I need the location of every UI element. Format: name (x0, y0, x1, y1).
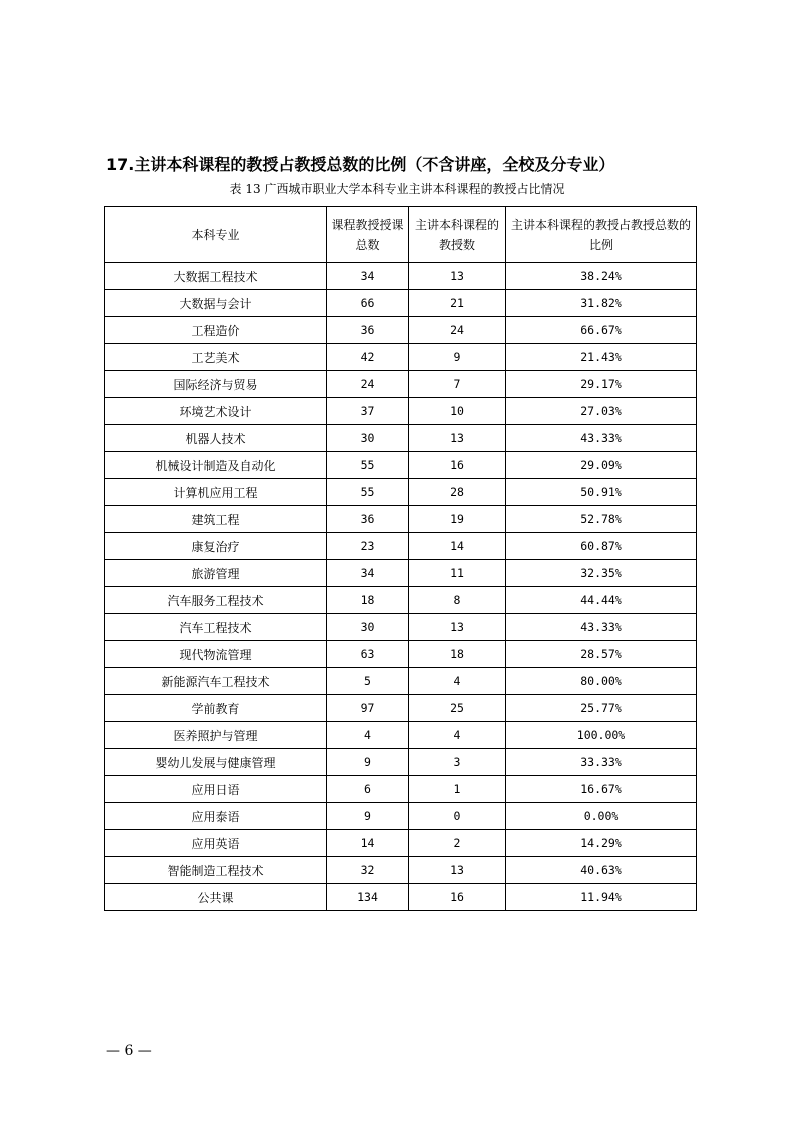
cell-total-courses: 55 (327, 452, 409, 479)
cell-ratio: 0.00% (506, 803, 697, 830)
table-row (105, 857, 697, 884)
table-row (105, 425, 697, 452)
cell-total-courses: 23 (327, 533, 409, 560)
cell-teaching-professors: 10 (409, 398, 506, 425)
cell-ratio: 38.24% (506, 263, 697, 290)
cell-major: 公共课 (105, 884, 327, 911)
table-row (105, 776, 697, 803)
table-row (105, 830, 697, 857)
cell-teaching-professors: 13 (409, 857, 506, 884)
cell-total-courses: 30 (327, 614, 409, 641)
cell-ratio: 44.44% (506, 587, 697, 614)
cell-total-courses: 36 (327, 317, 409, 344)
cell-major: 汽车服务工程技术 (105, 587, 327, 614)
cell-major: 学前教育 (105, 695, 327, 722)
cell-total-courses: 34 (327, 560, 409, 587)
cell-teaching-professors: 13 (409, 263, 506, 290)
cell-ratio: 32.35% (506, 560, 697, 587)
cell-total-courses: 18 (327, 587, 409, 614)
table-row (105, 668, 697, 695)
table-row (105, 695, 697, 722)
cell-ratio: 100.00% (506, 722, 697, 749)
cell-teaching-professors: 18 (409, 641, 506, 668)
cell-teaching-professors: 4 (409, 668, 506, 695)
cell-ratio: 50.91% (506, 479, 697, 506)
page-number: — 6 — (106, 1043, 152, 1059)
cell-teaching-professors: 7 (409, 371, 506, 398)
cell-teaching-professors: 0 (409, 803, 506, 830)
cell-ratio: 21.43% (506, 344, 697, 371)
cell-total-courses: 6 (327, 776, 409, 803)
cell-total-courses: 9 (327, 749, 409, 776)
cell-teaching-professors: 1 (409, 776, 506, 803)
table-row (105, 614, 697, 641)
cell-teaching-professors: 28 (409, 479, 506, 506)
cell-ratio: 43.33% (506, 425, 697, 452)
cell-major: 计算机应用工程 (105, 479, 327, 506)
cell-ratio: 29.17% (506, 371, 697, 398)
cell-major: 智能制造工程技术 (105, 857, 327, 884)
table-row (105, 371, 697, 398)
cell-major: 旅游管理 (105, 560, 327, 587)
cell-ratio: 28.57% (506, 641, 697, 668)
cell-ratio: 40.63% (506, 857, 697, 884)
cell-total-courses: 9 (327, 803, 409, 830)
table-row (105, 452, 697, 479)
cell-teaching-professors: 19 (409, 506, 506, 533)
cell-total-courses: 34 (327, 263, 409, 290)
cell-ratio: 33.33% (506, 749, 697, 776)
cell-ratio: 52.78% (506, 506, 697, 533)
cell-total-courses: 30 (327, 425, 409, 452)
cell-total-courses: 32 (327, 857, 409, 884)
table-row (105, 587, 697, 614)
section-title: 17.主讲本科课程的教授占教授总数的比例（不含讲座，全校及分专业） (106, 155, 615, 174)
cell-total-courses: 37 (327, 398, 409, 425)
table-row (105, 479, 697, 506)
table-row (105, 263, 697, 290)
table-row (105, 722, 697, 749)
cell-major: 工艺美术 (105, 344, 327, 371)
cell-teaching-professors: 8 (409, 587, 506, 614)
cell-ratio: 27.03% (506, 398, 697, 425)
cell-total-courses: 55 (327, 479, 409, 506)
cell-total-courses: 24 (327, 371, 409, 398)
cell-total-courses: 5 (327, 668, 409, 695)
table-row (105, 884, 697, 911)
cell-major: 工程造价 (105, 317, 327, 344)
cell-major: 应用英语 (105, 830, 327, 857)
cell-major: 机械设计制造及自动化 (105, 452, 327, 479)
cell-teaching-professors: 24 (409, 317, 506, 344)
cell-ratio: 80.00% (506, 668, 697, 695)
cell-major: 应用泰语 (105, 803, 327, 830)
cell-major: 新能源汽车工程技术 (105, 668, 327, 695)
cell-major: 环境艺术设计 (105, 398, 327, 425)
table-row (105, 398, 697, 425)
header-major: 本科专业 (105, 207, 327, 263)
cell-teaching-professors: 3 (409, 749, 506, 776)
cell-total-courses: 36 (327, 506, 409, 533)
cell-major: 大数据工程技术 (105, 263, 327, 290)
table-row (105, 560, 697, 587)
cell-teaching-professors: 13 (409, 614, 506, 641)
table-row (105, 317, 697, 344)
cell-total-courses: 42 (327, 344, 409, 371)
cell-major: 国际经济与贸易 (105, 371, 327, 398)
cell-teaching-professors: 16 (409, 884, 506, 911)
cell-ratio: 43.33% (506, 614, 697, 641)
cell-ratio: 16.67% (506, 776, 697, 803)
cell-total-courses: 97 (327, 695, 409, 722)
cell-major: 建筑工程 (105, 506, 327, 533)
table-row (105, 290, 697, 317)
table-caption: 表 13 广西城市职业大学本科专业主讲本科课程的教授占比情况 (229, 182, 565, 196)
table-row (105, 749, 697, 776)
cell-ratio: 66.67% (506, 317, 697, 344)
table-row (105, 533, 697, 560)
table-header-row (105, 207, 697, 263)
table-row (105, 641, 697, 668)
professor-ratio-table (104, 206, 697, 911)
cell-major: 大数据与会计 (105, 290, 327, 317)
cell-ratio: 29.09% (506, 452, 697, 479)
cell-major: 医养照护与管理 (105, 722, 327, 749)
cell-ratio: 14.29% (506, 830, 697, 857)
cell-teaching-professors: 14 (409, 533, 506, 560)
cell-ratio: 25.77% (506, 695, 697, 722)
cell-major: 现代物流管理 (105, 641, 327, 668)
cell-major: 康复治疗 (105, 533, 327, 560)
cell-major: 应用日语 (105, 776, 327, 803)
cell-teaching-professors: 4 (409, 722, 506, 749)
header-ratio: 主讲本科课程的教授占教授总数的比例 (506, 207, 697, 263)
cell-teaching-professors: 2 (409, 830, 506, 857)
cell-total-courses: 134 (327, 884, 409, 911)
cell-ratio: 11.94% (506, 884, 697, 911)
cell-total-courses: 4 (327, 722, 409, 749)
table-row (105, 803, 697, 830)
cell-total-courses: 14 (327, 830, 409, 857)
cell-teaching-professors: 16 (409, 452, 506, 479)
header-total-courses: 课程教授授课总数 (327, 207, 409, 263)
cell-total-courses: 66 (327, 290, 409, 317)
cell-teaching-professors: 11 (409, 560, 506, 587)
cell-teaching-professors: 9 (409, 344, 506, 371)
cell-teaching-professors: 13 (409, 425, 506, 452)
header-teaching-professors: 主讲本科课程的教授数 (409, 207, 506, 263)
cell-major: 汽车工程技术 (105, 614, 327, 641)
cell-teaching-professors: 25 (409, 695, 506, 722)
cell-ratio: 60.87% (506, 533, 697, 560)
cell-major: 机器人技术 (105, 425, 327, 452)
table-row (105, 344, 697, 371)
cell-total-courses: 63 (327, 641, 409, 668)
cell-teaching-professors: 21 (409, 290, 506, 317)
cell-major: 婴幼儿发展与健康管理 (105, 749, 327, 776)
cell-ratio: 31.82% (506, 290, 697, 317)
table-row (105, 506, 697, 533)
